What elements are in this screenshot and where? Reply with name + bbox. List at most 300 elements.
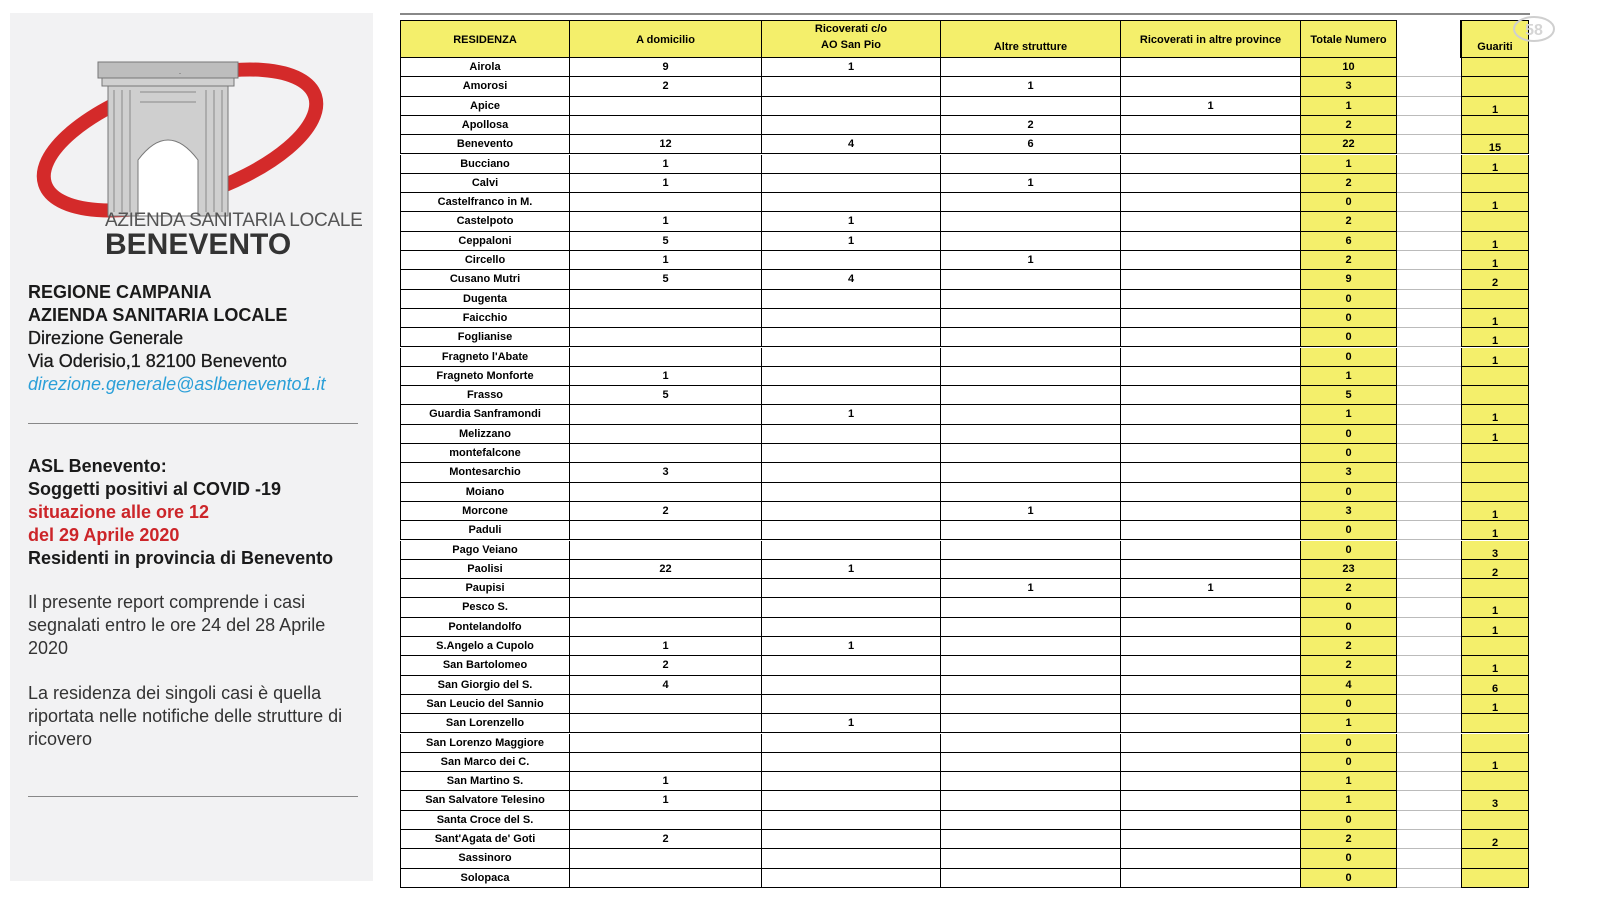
cell-san-pio: 1	[762, 232, 941, 251]
cell-domicilio	[570, 811, 762, 830]
cell-san-pio: 1	[762, 405, 941, 424]
cell-guariti: 1	[1461, 425, 1529, 444]
cell-residenza: Bucciano	[400, 155, 570, 174]
cell-altre-strutture	[941, 734, 1121, 753]
cell-domicilio	[570, 97, 762, 116]
cell-altre-province	[1121, 270, 1301, 289]
cell-altre-province	[1121, 58, 1301, 77]
cell-residenza: Pesco S.	[400, 598, 570, 617]
cell-san-pio: 1	[762, 560, 941, 579]
cell-domicilio: 1	[570, 155, 762, 174]
cell-domicilio: 22	[570, 560, 762, 579]
cell-totale: 2	[1301, 579, 1397, 598]
cell-guariti	[1461, 637, 1529, 656]
cell-guariti	[1461, 579, 1529, 598]
cell-altre-province	[1121, 541, 1301, 560]
cell-totale: 0	[1301, 869, 1397, 888]
cell-residenza: Apice	[400, 97, 570, 116]
cell-residenza: Melizzano	[400, 425, 570, 444]
cell-domicilio: 2	[570, 830, 762, 849]
cell-domicilio: 9	[570, 58, 762, 77]
cell-altre-province	[1121, 598, 1301, 617]
cell-san-pio	[762, 656, 941, 675]
cell-altre-province	[1121, 714, 1301, 733]
cell-san-pio	[762, 811, 941, 830]
cell-guariti: 1	[1461, 328, 1529, 347]
cell-totale: 9	[1301, 270, 1397, 289]
table-row	[400, 502, 1530, 521]
header-domicilio: A domicilio	[570, 20, 762, 58]
cell-residenza: Sassinoro	[400, 849, 570, 868]
header-guariti: Guariti	[1461, 20, 1529, 58]
cell-domicilio: 1	[570, 637, 762, 656]
cell-domicilio	[570, 521, 762, 540]
cell-guariti: 2	[1461, 270, 1529, 289]
cell-san-pio	[762, 830, 941, 849]
cell-domicilio: 12	[570, 135, 762, 154]
report-heading	[28, 455, 333, 570]
cell-san-pio: 4	[762, 135, 941, 154]
cell-guariti: 3	[1461, 791, 1529, 810]
cell-totale: 0	[1301, 444, 1397, 463]
cell-altre-strutture	[941, 58, 1121, 77]
table-row	[400, 714, 1530, 733]
cell-san-pio	[762, 695, 941, 714]
spacer-cell	[1397, 753, 1461, 772]
cell-altre-province	[1121, 174, 1301, 193]
spacer-cell	[1397, 695, 1461, 714]
cell-totale: 3	[1301, 463, 1397, 482]
cell-san-pio	[762, 502, 941, 521]
table-row	[400, 483, 1530, 502]
table-row	[400, 212, 1530, 231]
cell-guariti: 1	[1461, 656, 1529, 675]
cell-domicilio: 1	[570, 772, 762, 791]
cell-altre-province	[1121, 405, 1301, 424]
cell-totale: 2	[1301, 212, 1397, 231]
cell-altre-province	[1121, 348, 1301, 367]
cell-san-pio	[762, 174, 941, 193]
cell-guariti: 1	[1461, 618, 1529, 637]
cell-san-pio	[762, 290, 941, 309]
cell-altre-strutture	[941, 348, 1121, 367]
table-row	[400, 405, 1530, 424]
cell-altre-strutture	[941, 212, 1121, 231]
spacer-cell	[1397, 290, 1461, 309]
cell-domicilio	[570, 116, 762, 135]
cell-san-pio	[762, 869, 941, 888]
spacer-cell	[1397, 637, 1461, 656]
cell-san-pio	[762, 425, 941, 444]
cell-totale: 2	[1301, 174, 1397, 193]
cell-san-pio	[762, 753, 941, 772]
cell-domicilio	[570, 483, 762, 502]
cell-altre-province	[1121, 753, 1301, 772]
cell-altre-province	[1121, 116, 1301, 135]
cell-guariti: 2	[1461, 560, 1529, 579]
cell-totale: 2	[1301, 116, 1397, 135]
cell-san-pio	[762, 541, 941, 560]
cell-altre-province: 1	[1121, 579, 1301, 598]
cell-residenza: Cusano Mutri	[400, 270, 570, 289]
cell-altre-province	[1121, 676, 1301, 695]
cell-totale: 3	[1301, 77, 1397, 96]
table-row	[400, 753, 1530, 772]
cell-residenza: Moiano	[400, 483, 570, 502]
table-row	[400, 811, 1530, 830]
table-row	[400, 598, 1530, 617]
cell-guariti	[1461, 734, 1529, 753]
spacer-cell	[1397, 174, 1461, 193]
cell-totale: 0	[1301, 348, 1397, 367]
cell-san-pio	[762, 97, 941, 116]
table-row	[400, 656, 1530, 675]
cell-san-pio	[762, 598, 941, 617]
spacer-column	[1397, 20, 1461, 58]
cell-totale: 1	[1301, 405, 1397, 424]
cell-altre-province	[1121, 425, 1301, 444]
spacer-cell	[1397, 251, 1461, 270]
cell-guariti	[1461, 772, 1529, 791]
cell-domicilio	[570, 328, 762, 347]
cell-san-pio	[762, 579, 941, 598]
cell-totale: 0	[1301, 483, 1397, 502]
cell-san-pio: 1	[762, 714, 941, 733]
cell-domicilio: 2	[570, 656, 762, 675]
cell-altre-province	[1121, 232, 1301, 251]
table-row	[400, 348, 1530, 367]
cell-totale: 0	[1301, 618, 1397, 637]
cell-san-pio: 1	[762, 58, 941, 77]
cell-altre-strutture	[941, 270, 1121, 289]
cell-guariti	[1461, 849, 1529, 868]
cell-san-pio: 1	[762, 212, 941, 231]
cell-san-pio	[762, 444, 941, 463]
header-totale: Totale Numero	[1301, 20, 1397, 58]
cell-altre-province	[1121, 560, 1301, 579]
cell-altre-province	[1121, 193, 1301, 212]
cell-altre-province	[1121, 521, 1301, 540]
header-san-pio-line1: Ricoverati c/o	[814, 23, 888, 35]
cell-guariti: 1	[1461, 405, 1529, 424]
table-row	[400, 367, 1530, 386]
cell-san-pio	[762, 193, 941, 212]
cell-altre-strutture	[941, 598, 1121, 617]
table-row	[400, 734, 1530, 753]
cell-altre-strutture	[941, 830, 1121, 849]
cell-altre-province	[1121, 367, 1301, 386]
spacer-cell	[1397, 405, 1461, 424]
cell-altre-strutture	[941, 521, 1121, 540]
table-row	[400, 869, 1530, 888]
cell-san-pio	[762, 463, 941, 482]
spacer-cell	[1397, 714, 1461, 733]
table-row	[400, 328, 1530, 347]
cell-san-pio	[762, 386, 941, 405]
cell-residenza: Benevento	[400, 135, 570, 154]
header-san-pio-line2: AO San Pio	[821, 39, 881, 51]
cell-domicilio	[570, 348, 762, 367]
cell-totale: 6	[1301, 232, 1397, 251]
cell-domicilio: 4	[570, 676, 762, 695]
cell-residenza: Paupisi	[400, 579, 570, 598]
cell-san-pio	[762, 77, 941, 96]
cell-residenza: Frasso	[400, 386, 570, 405]
spacer-cell	[1397, 656, 1461, 675]
cell-domicilio	[570, 425, 762, 444]
spacer-cell	[1397, 270, 1461, 289]
report-date: del 29 Aprile 2020	[28, 525, 180, 545]
cell-altre-strutture	[941, 849, 1121, 868]
cell-altre-strutture	[941, 560, 1121, 579]
cell-guariti: 1	[1461, 251, 1529, 270]
cell-totale: 0	[1301, 290, 1397, 309]
cell-totale: 3	[1301, 502, 1397, 521]
cell-domicilio: 2	[570, 77, 762, 96]
spacer-cell	[1397, 598, 1461, 617]
cell-residenza: San Marco dei C.	[400, 753, 570, 772]
cell-domicilio: 5	[570, 270, 762, 289]
cell-altre-province	[1121, 77, 1301, 96]
cell-san-pio	[762, 155, 941, 174]
cell-residenza: Castelpoto	[400, 212, 570, 231]
divider	[28, 796, 358, 797]
header-altre-province: Ricoverati in altre province	[1121, 20, 1301, 58]
cell-altre-strutture	[941, 772, 1121, 791]
cell-altre-province	[1121, 386, 1301, 405]
cell-guariti: 1	[1461, 753, 1529, 772]
spacer-cell	[1397, 830, 1461, 849]
spacer-cell	[1397, 97, 1461, 116]
cell-domicilio: 5	[570, 232, 762, 251]
cell-altre-province	[1121, 251, 1301, 270]
cell-altre-province	[1121, 212, 1301, 231]
cell-altre-strutture: 1	[941, 77, 1121, 96]
svg-text:58: 58	[1525, 22, 1543, 39]
cell-residenza: Sant'Agata de' Goti	[400, 830, 570, 849]
cell-domicilio: 2	[570, 502, 762, 521]
cell-altre-strutture	[941, 714, 1121, 733]
cell-altre-strutture	[941, 753, 1121, 772]
cell-totale: 2	[1301, 830, 1397, 849]
cell-altre-province	[1121, 618, 1301, 637]
cell-altre-strutture: 1	[941, 174, 1121, 193]
svg-text:.: .	[178, 66, 182, 76]
cell-residenza: Circello	[400, 251, 570, 270]
cell-domicilio: 1	[570, 367, 762, 386]
cell-totale: 0	[1301, 425, 1397, 444]
spacer-cell	[1397, 212, 1461, 231]
cell-totale: 10	[1301, 58, 1397, 77]
table-row	[400, 830, 1530, 849]
cell-guariti: 1	[1461, 309, 1529, 328]
table-row	[400, 251, 1530, 270]
spacer-cell	[1397, 483, 1461, 502]
report-note: Il presente report comprende i casi segnalati entro le ore 24 del 28 Aprile 2020	[28, 592, 326, 658]
cell-residenza: Faicchio	[400, 309, 570, 328]
cell-altre-province	[1121, 637, 1301, 656]
cell-altre-province	[1121, 502, 1301, 521]
table-row	[400, 58, 1530, 77]
cell-totale: 0	[1301, 811, 1397, 830]
table-row	[400, 444, 1530, 463]
spacer-cell	[1397, 77, 1461, 96]
address-block	[28, 281, 325, 396]
cell-totale: 2	[1301, 251, 1397, 270]
spacer-cell	[1397, 193, 1461, 212]
cell-guariti	[1461, 483, 1529, 502]
cell-altre-province	[1121, 463, 1301, 482]
cell-residenza: Santa Croce del S.	[400, 811, 570, 830]
cell-altre-province	[1121, 849, 1301, 868]
cell-altre-strutture	[941, 656, 1121, 675]
cell-guariti	[1461, 811, 1529, 830]
cell-guariti	[1461, 367, 1529, 386]
cell-altre-province	[1121, 811, 1301, 830]
cell-residenza: montefalcone	[400, 444, 570, 463]
cell-totale: 1	[1301, 791, 1397, 810]
cell-totale: 1	[1301, 772, 1397, 791]
logo-text-asl: AZIENDA SANITARIA LOCALE	[105, 210, 363, 231]
spacer-cell	[1397, 309, 1461, 328]
cell-guariti: 1	[1461, 193, 1529, 212]
cell-totale: 4	[1301, 676, 1397, 695]
spacer-cell	[1397, 772, 1461, 791]
cell-guariti	[1461, 463, 1529, 482]
table-top-rule	[400, 13, 1530, 15]
cell-residenza: Airola	[400, 58, 570, 77]
cell-guariti: 15	[1461, 135, 1529, 154]
cell-altre-province	[1121, 695, 1301, 714]
table-row	[400, 618, 1530, 637]
cell-altre-province	[1121, 734, 1301, 753]
email-link[interactable]: direzione.generale@aslbenevento1.it	[28, 374, 326, 394]
spacer-cell	[1397, 869, 1461, 888]
cell-altre-strutture	[941, 676, 1121, 695]
spacer-cell	[1397, 521, 1461, 540]
cell-altre-strutture: 6	[941, 135, 1121, 154]
cell-altre-province	[1121, 135, 1301, 154]
cell-residenza: Guardia Sanframondi	[400, 405, 570, 424]
cell-altre-strutture	[941, 328, 1121, 347]
table-header-row	[400, 20, 1530, 58]
spacer-cell	[1397, 463, 1461, 482]
cell-residenza: Morcone	[400, 502, 570, 521]
header-san-pio	[762, 20, 941, 58]
cell-totale: 0	[1301, 309, 1397, 328]
cell-guariti	[1461, 116, 1529, 135]
cell-altre-province: 1	[1121, 97, 1301, 116]
table-row	[400, 232, 1530, 251]
cell-residenza: San Leucio del Sannio	[400, 695, 570, 714]
spacer-cell	[1397, 348, 1461, 367]
cell-totale: 0	[1301, 598, 1397, 617]
cell-altre-strutture	[941, 483, 1121, 502]
cell-altre-strutture	[941, 463, 1121, 482]
cell-altre-province	[1121, 290, 1301, 309]
cell-residenza: San Lorenzello	[400, 714, 570, 733]
cell-guariti: 1	[1461, 97, 1529, 116]
spacer-cell	[1397, 811, 1461, 830]
cell-totale: 1	[1301, 367, 1397, 386]
spacer-cell	[1397, 425, 1461, 444]
cell-altre-strutture	[941, 290, 1121, 309]
cell-domicilio	[570, 734, 762, 753]
table-row	[400, 155, 1530, 174]
spacer-cell	[1397, 135, 1461, 154]
cell-totale: 5	[1301, 386, 1397, 405]
spacer-cell	[1397, 386, 1461, 405]
spacer-cell	[1397, 444, 1461, 463]
cell-altre-strutture	[941, 232, 1121, 251]
cell-san-pio	[762, 328, 941, 347]
cell-residenza: San Martino S.	[400, 772, 570, 791]
spacer-cell	[1397, 676, 1461, 695]
table-row	[400, 193, 1530, 212]
cell-altre-province	[1121, 656, 1301, 675]
cell-domicilio: 3	[570, 463, 762, 482]
spacer-cell	[1397, 58, 1461, 77]
cell-san-pio	[762, 772, 941, 791]
residence-note: La residenza dei singoli casi è quella riportata nelle notifiche delle strutture di ricovero	[28, 683, 343, 749]
cell-domicilio	[570, 444, 762, 463]
cell-totale: 0	[1301, 753, 1397, 772]
cell-domicilio	[570, 541, 762, 560]
spacer-cell	[1397, 734, 1461, 753]
cell-guariti: 1	[1461, 155, 1529, 174]
cell-totale: 0	[1301, 521, 1397, 540]
cell-san-pio	[762, 618, 941, 637]
cell-altre-strutture	[941, 155, 1121, 174]
address-line: Direzione Generale	[28, 328, 184, 348]
header-residenza: RESIDENZA	[400, 20, 570, 58]
cell-guariti	[1461, 212, 1529, 231]
table-row	[400, 116, 1530, 135]
cell-domicilio	[570, 869, 762, 888]
cell-guariti	[1461, 58, 1529, 77]
cell-altre-strutture	[941, 444, 1121, 463]
cell-altre-strutture	[941, 869, 1121, 888]
cell-san-pio	[762, 521, 941, 540]
cell-san-pio	[762, 849, 941, 868]
cell-altre-province	[1121, 869, 1301, 888]
cell-guariti: 6	[1461, 676, 1529, 695]
cell-guariti: 3	[1461, 541, 1529, 560]
cell-san-pio	[762, 483, 941, 502]
cell-residenza: Castelfranco in M.	[400, 193, 570, 212]
cell-guariti	[1461, 869, 1529, 888]
cell-altre-strutture	[941, 367, 1121, 386]
table-row	[400, 637, 1530, 656]
cell-altre-strutture	[941, 97, 1121, 116]
spacer-cell	[1397, 618, 1461, 637]
cell-altre-strutture: 2	[941, 116, 1121, 135]
report-line: Residenti in provincia di Benevento	[28, 548, 334, 568]
cell-altre-province	[1121, 328, 1301, 347]
table-row	[400, 425, 1530, 444]
cell-totale: 23	[1301, 560, 1397, 579]
cell-residenza: Solopaca	[400, 869, 570, 888]
cell-totale: 1	[1301, 97, 1397, 116]
cell-guariti	[1461, 714, 1529, 733]
cell-san-pio	[762, 676, 941, 695]
cell-residenza: San Lorenzo Maggiore	[400, 734, 570, 753]
cell-domicilio	[570, 714, 762, 733]
cell-san-pio	[762, 309, 941, 328]
cell-domicilio: 1	[570, 251, 762, 270]
cell-domicilio: 5	[570, 386, 762, 405]
spacer-cell	[1397, 502, 1461, 521]
